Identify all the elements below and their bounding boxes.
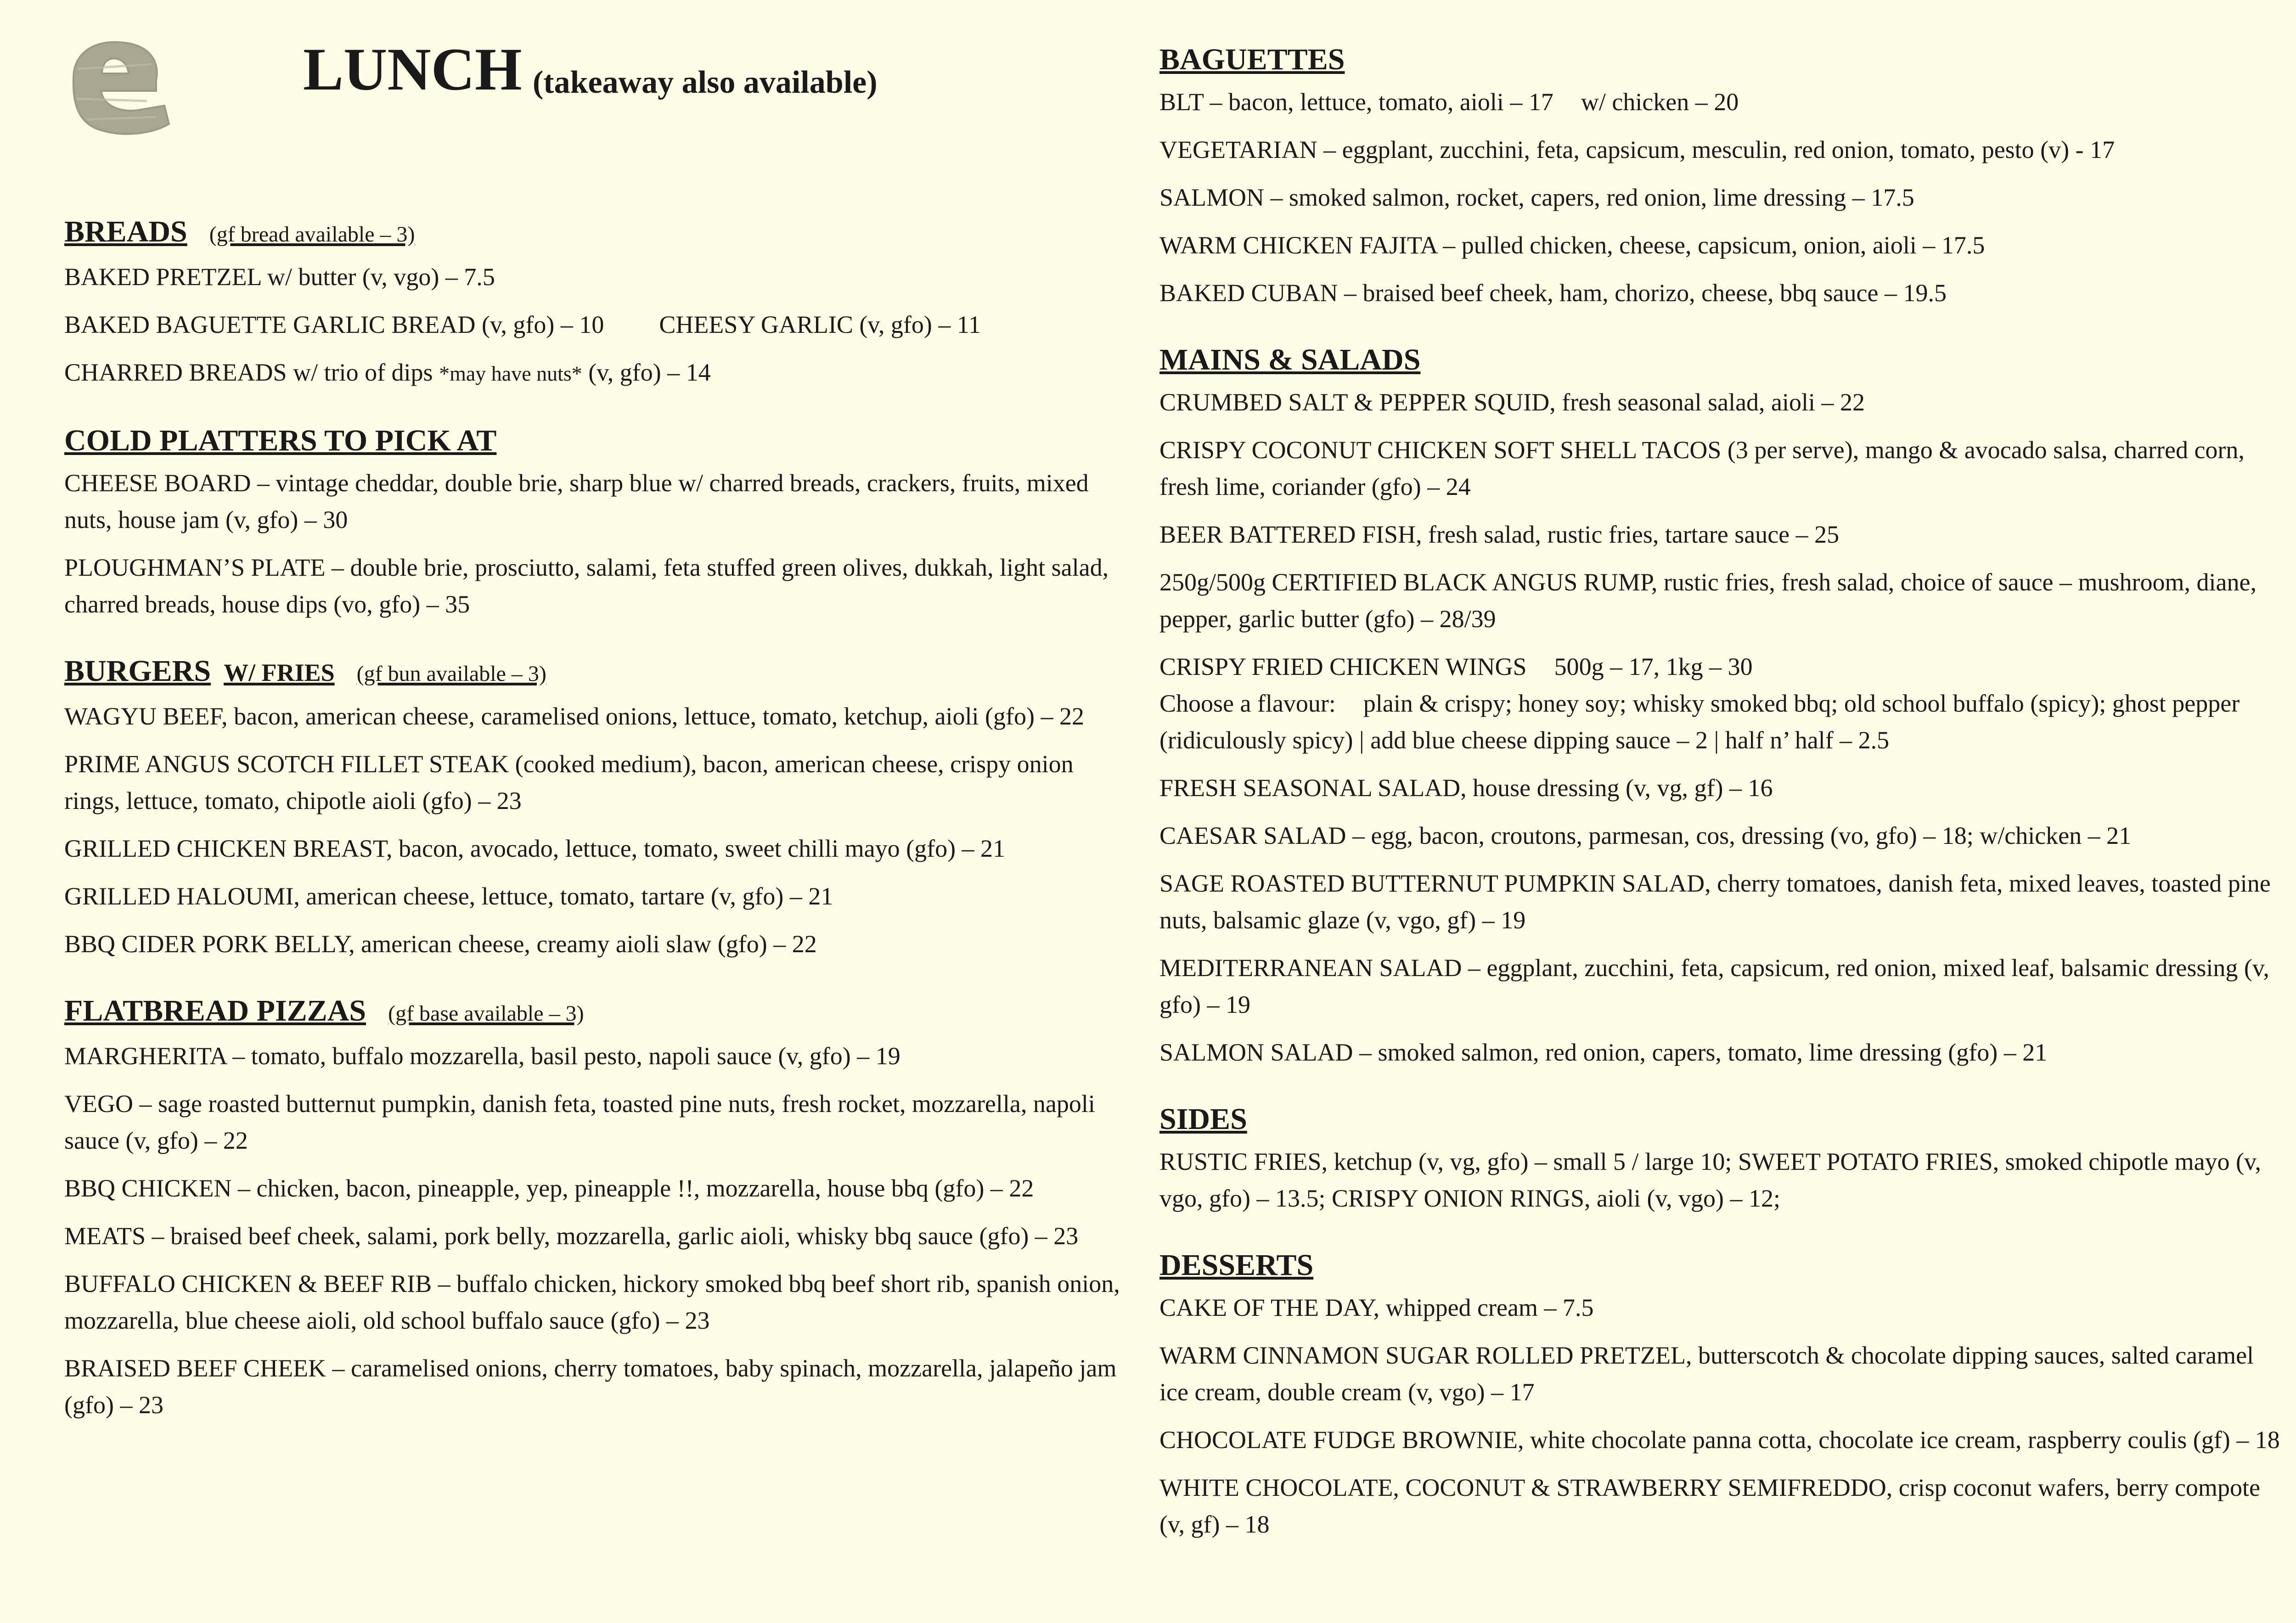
menu-item: PLOUGHMAN’S PLATE – double brie, prosciutto, salami, feta stuffed green olives, dukkah, light salad, charred breads, house dips (vo, gfo) – 35 bbox=[64, 554, 1109, 618]
page-subtitle: (takeaway also available) bbox=[533, 65, 878, 100]
section-heading bbox=[64, 993, 1120, 1032]
menu-item bbox=[64, 354, 1120, 392]
menu-item: WARM CHICKEN FAJITA – pulled chicken, cheese, capsicum, onion, aioli – 17.5 bbox=[1159, 231, 1985, 259]
section-sides bbox=[1159, 1101, 2280, 1217]
menu-item bbox=[64, 306, 1120, 343]
menu-item: CRUMBED SALT & PEPPER SQUID, fresh seasonal salad, aioli – 22 bbox=[1159, 388, 1865, 416]
menu-item: BAKED CUBAN – braised beef cheek, ham, chorizo, cheese, bbq sauce – 19.5 bbox=[1159, 279, 1947, 307]
menu-item-part: (v, gfo) – 14 bbox=[582, 359, 711, 386]
section-pizzas bbox=[64, 993, 1120, 1423]
baguettes-heading: BAGUETTES bbox=[1159, 43, 1345, 76]
section-breads bbox=[64, 213, 1120, 392]
menu-item: VEGETARIAN – eggplant, zucchini, feta, capsicum, mesculin, red onion, tomato, pesto (v) - 17 bbox=[1159, 136, 2115, 163]
breads-note: (gf bread available – 3) bbox=[209, 222, 415, 247]
right-column bbox=[1159, 41, 2280, 1573]
menu-item: WARM CINNAMON SUGAR ROLLED PRETZEL, butterscotch & chocolate dipping sauces, salted caramel ice cream, double cream (v, vgo) – 17 bbox=[1159, 1342, 2254, 1406]
menu-item: BRAISED BEEF CHEEK – caramelised onions, cherry tomatoes, baby spinach, mozzarella, jalapeño jam (gfo) – 23 bbox=[64, 1354, 1117, 1419]
menu-item: FRESH SEASONAL SALAD, house dressing (v, vg, gf) – 16 bbox=[1159, 774, 1773, 802]
section-heading bbox=[64, 653, 1120, 692]
mains-heading: MAINS & SALADS bbox=[1159, 343, 1421, 376]
section-burgers bbox=[64, 653, 1120, 962]
menu-item-part: CHARRED BREADS w/ trio of dips bbox=[64, 359, 439, 386]
sides-heading: SIDES bbox=[1159, 1102, 1247, 1136]
section-mains bbox=[1159, 342, 2280, 1071]
menu-item: BEER BATTERED FISH, fresh salad, rustic fries, tartare sauce – 25 bbox=[1159, 521, 1840, 548]
menu-item-part: BAKED BAGUETTE GARLIC BREAD (v, gfo) – 10 bbox=[64, 311, 604, 338]
left-column bbox=[64, 213, 1120, 1454]
menu-item: MEDITERRANEAN SALAD – eggplant, zucchini, feta, capsicum, red onion, mixed leaf, balsamic dressing (v, gfo) – 19 bbox=[1159, 954, 2269, 1018]
menu-item: BUFFALO CHICKEN & BEEF RIB – buffalo chicken, hickory smoked bbq beef short rib, spanish onion, mozzarella, blue cheese aioli, old school buffalo sauce (gfo) – 23 bbox=[64, 1270, 1120, 1334]
menu-item: CRISPY COCONUT CHICKEN SOFT SHELL TACOS (3 per serve), mango & avocado salsa, charred corn, fresh lime, coriander (gfo) – 24 bbox=[1159, 436, 2245, 500]
page-title: LUNCH bbox=[303, 35, 522, 103]
menu-item bbox=[1159, 84, 2280, 120]
menu-item: MEATS – braised beef cheek, salami, pork belly, mozzarella, garlic aioli, whisky bbq sauce (gfo) – 23 bbox=[64, 1222, 1079, 1250]
menu-item: GRILLED HALOUMI, american cheese, lettuce, tomato, tartare (v, gfo) – 21 bbox=[64, 882, 833, 910]
menu-item-part: 500g – 17, 1kg – 30 bbox=[1554, 653, 1753, 680]
section-desserts bbox=[1159, 1247, 2280, 1543]
section-cold-platters bbox=[64, 422, 1120, 623]
pizzas-note: (gf base available – 3) bbox=[388, 1001, 584, 1026]
menu-item-part: Choose a flavour: bbox=[1159, 690, 1336, 717]
menu-item: SALMON SALAD – smoked salmon, red onion, capers, tomato, lime dressing (gfo) – 21 bbox=[1159, 1039, 2048, 1066]
burgers-heading: BURGERS bbox=[64, 654, 211, 688]
menu-item: SAGE ROASTED BUTTERNUT PUMPKIN SALAD, cherry tomatoes, danish feta, mixed leaves, toasted pine nuts, balsamic glaze (v, vgo, gf) – 19 bbox=[1159, 870, 2271, 934]
menu-item: RUSTIC FRIES, ketchup (v, vg, gfo) – small 5 / large 10; SWEET POTATO FRIES, smoked chipotle mayo (v, vgo, gfo) – 13.5; CRISPY ONION RINGS, aioli (v, vgo) – 12; bbox=[1159, 1148, 2262, 1212]
menu-item: SALMON – smoked salmon, rocket, capers, red onion, lime dressing – 17.5 bbox=[1159, 184, 1914, 211]
menu-item-part: BLT – bacon, lettuce, tomato, aioli – 17 bbox=[1159, 88, 1553, 116]
e-brush-logo bbox=[60, 37, 170, 138]
menu-item: MARGHERITA – tomato, buffalo mozzarella, basil pesto, napoli sauce (v, gfo) – 19 bbox=[64, 1042, 900, 1070]
menu-item: BBQ CIDER PORK BELLY, american cheese, creamy aioli slaw (gfo) – 22 bbox=[64, 930, 817, 958]
menu-item: WAGYU BEEF, bacon, american cheese, caramelised onions, lettuce, tomato, ketchup, aioli (gfo) – 22 bbox=[64, 702, 1084, 730]
burgers-heading-fries: W/ FRIES bbox=[224, 659, 335, 686]
menu-item: BAKED PRETZEL w/ butter (v, vgo) – 7.5 bbox=[64, 263, 495, 291]
menu-item: CAESAR SALAD – egg, bacon, croutons, parmesan, cos, dressing (vo, gfo) – 18; w/chicken – 21 bbox=[1159, 822, 2132, 849]
menu-item bbox=[1159, 648, 2280, 685]
menu-item: VEGO – sage roasted butternut pumpkin, danish feta, toasted pine nuts, fresh rocket, mozzarella, napoli sauce (v, gfo) – 22 bbox=[64, 1090, 1095, 1154]
menu-item: CHOCOLATE FUDGE BROWNIE, white chocolate panna cotta, chocolate ice cream, raspberry coulis (gf) – 18 bbox=[1159, 1426, 2280, 1454]
breads-heading: BREADS bbox=[64, 215, 187, 248]
menu-item-part: CHEESY GARLIC (v, gfo) – 11 bbox=[659, 311, 981, 338]
menu-item: GRILLED CHICKEN BREAST, bacon, avocado, lettuce, tomato, sweet chilli mayo (gfo) – 21 bbox=[64, 835, 1006, 862]
pizzas-heading: FLATBREAD PIZZAS bbox=[64, 994, 366, 1028]
menu-item-part: w/ chicken – 20 bbox=[1581, 88, 1739, 116]
menu-item: PRIME ANGUS SCOTCH FILLET STEAK (cooked medium), bacon, american cheese, crispy onion rings, lettuce, tomato, chipotle aioli (gfo) – 23 bbox=[64, 750, 1074, 814]
menu-item: WHITE CHOCOLATE, COCONUT & STRAWBERRY SEMIFREDDO, crisp coconut wafers, berry compote (v, gf) – 18 bbox=[1159, 1474, 2260, 1538]
menu-item-part: CRISPY FRIED CHICKEN WINGS bbox=[1159, 653, 1527, 680]
menu-item: BBQ CHICKEN – chicken, bacon, pineapple, yep, pineapple !!, mozzarella, house bbq (gfo) – 22 bbox=[64, 1174, 1034, 1202]
nut-warning: *may have nuts* bbox=[439, 362, 582, 385]
menu-item: CHEESE BOARD – vintage cheddar, double brie, sharp blue w/ charred breads, crackers, fruits, mixed nuts, house jam (v, gfo) – 30 bbox=[64, 469, 1089, 534]
section-baguettes bbox=[1159, 41, 2280, 311]
desserts-heading: DESSERTS bbox=[1159, 1248, 1314, 1282]
menu-item-part: plain & crispy; honey soy; whisky smoked bbq; old school buffalo (spicy); ghost pepper (ridiculously spicy) | add blue cheese dipping sauce – 2 | half n’ half – 2.5 bbox=[1159, 690, 2240, 754]
menu-item: 250g/500g CERTIFIED BLACK ANGUS RUMP, rustic fries, fresh salad, choice of sauce – mushroom, diane, pepper, garlic butter (gfo) – 28/39 bbox=[1159, 568, 2257, 633]
menu-item: CAKE OF THE DAY, whipped cream – 7.5 bbox=[1159, 1294, 1594, 1321]
burgers-note: (gf bun available – 3) bbox=[356, 662, 546, 686]
cold-platters-heading: COLD PLATTERS TO PICK AT bbox=[64, 424, 497, 457]
menu-item bbox=[1159, 685, 2280, 758]
section-heading bbox=[64, 213, 1120, 253]
